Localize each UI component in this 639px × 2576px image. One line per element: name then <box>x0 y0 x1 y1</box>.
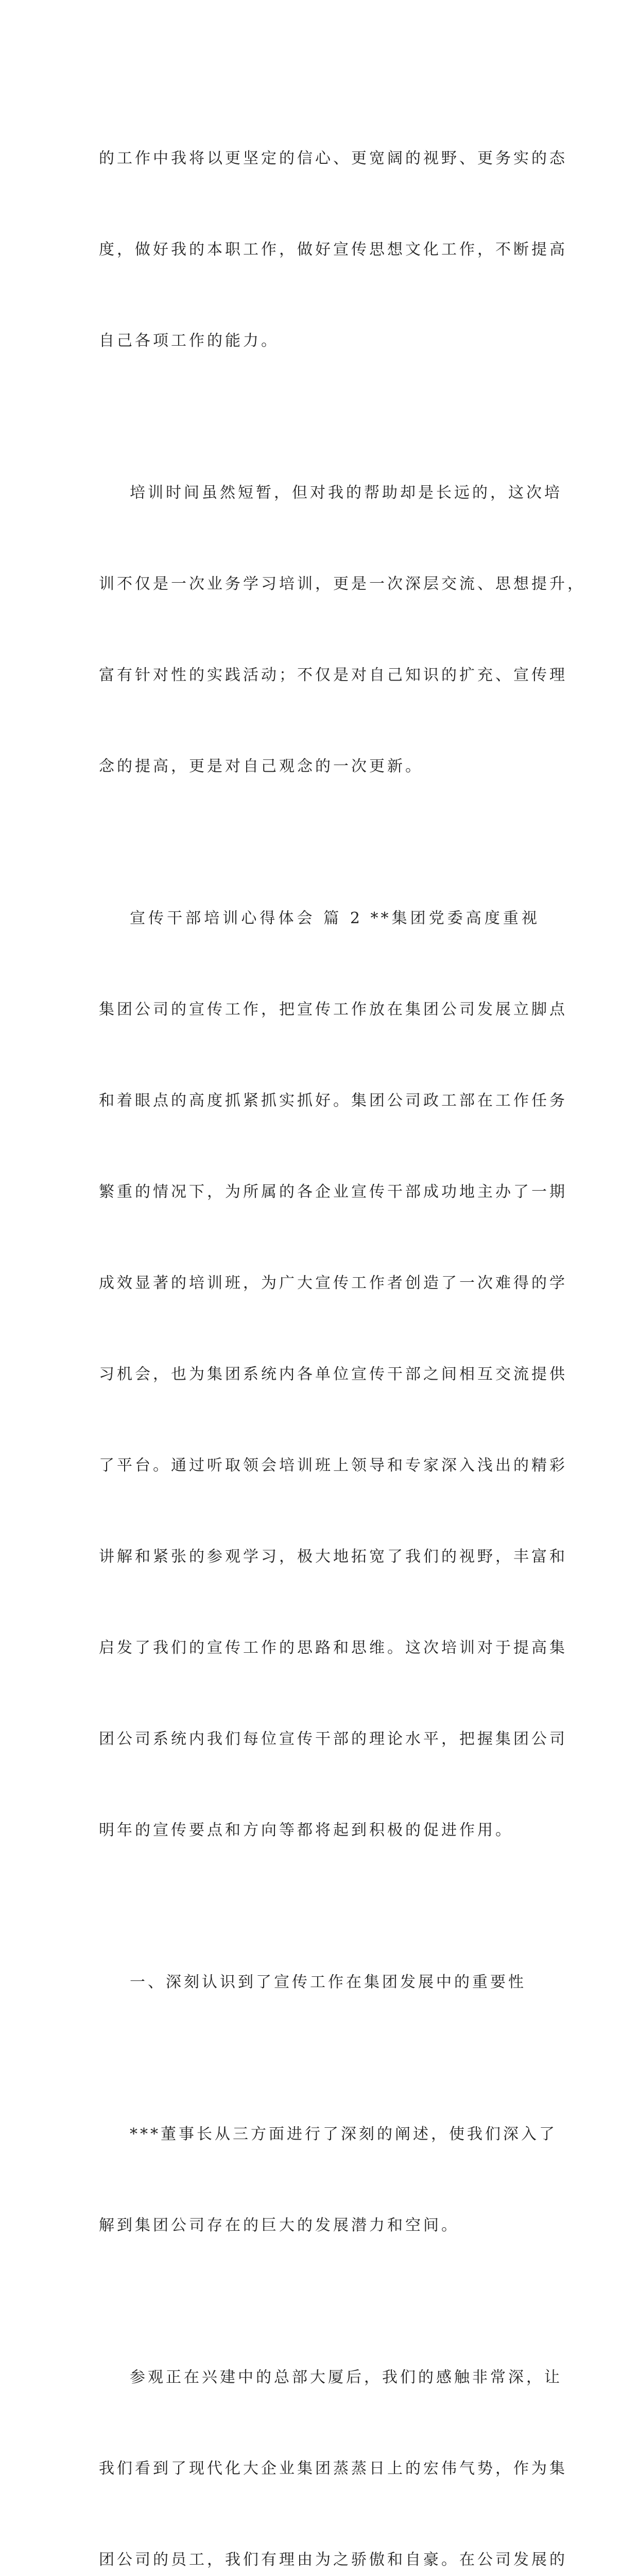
text-line: 度，做好我的本职工作，做好宣传思想文化工作，不断提高 <box>99 241 567 259</box>
text-line: 培训时间虽然短暂，但对我的帮助却是长远的，这次培 <box>130 484 562 502</box>
text-line: 集团公司的宣传工作，把宣传工作放在集团公司发展立脚点 <box>99 1001 567 1019</box>
text-line: 了平台。通过听取领会培训班上领导和专家深入浅出的精彩 <box>99 1456 567 1475</box>
subheading: 一、深刻认识到了宣传工作在集团发展中的重要性 <box>130 1973 526 1991</box>
document-body <box>99 82 585 2576</box>
paragraph-5 <box>99 2058 557 2301</box>
paragraph-1 <box>99 82 567 417</box>
text-line: 习机会，也为集团系统内各单位宣传干部之间相互交流提供 <box>99 1365 567 1383</box>
paragraph-3 <box>99 842 567 1906</box>
text-line: 启发了我们的宣传工作的思路和思维。这次培训对于提高集 <box>99 1639 567 1657</box>
text-line: 团公司系统内我们每位宣传干部的理论水平，把握集团公司 <box>99 1730 567 1748</box>
text-line: 明年的宣传要点和方向等都将起到积极的促进作用。 <box>99 1821 513 1839</box>
text-line: 解到集团公司存在的巨大的发展潜力和空间。 <box>99 2216 459 2234</box>
text-line: 团公司的员工，我们有理由为之骄傲和自豪。在公司发展的 <box>99 2551 567 2569</box>
paragraph-2 <box>99 417 585 842</box>
text-line: 的工作中我将以更坚定的信心、更宽阔的视野、更务实的态 <box>99 149 567 167</box>
text-line: 讲解和紧张的参观学习，极大地拓宽了我们的视野，丰富和 <box>99 1548 567 1566</box>
paragraph-4 <box>99 1906 540 2058</box>
text-line: 成效显著的培训班，为广大宣传工作者创造了一次难得的学 <box>99 1274 567 1292</box>
section-heading-line: 宣传干部培训心得体会 篇 2 **集团党委高度重视 <box>130 909 540 927</box>
text-line: 自己各项工作的能力。 <box>99 332 279 350</box>
text-line: ***董事长从三方面进行了深刻的阐述，使我们深入了 <box>130 2125 557 2143</box>
text-line: 念的提高，更是对自己观念的一次更新。 <box>99 757 423 775</box>
text-line: 训不仅是一次业务学习培训，更是一次深层交流、思想提升， <box>99 575 585 593</box>
text-line: 我们看到了现代化大企业集团蒸蒸日上的宏伟气势，作为集 <box>99 2460 567 2478</box>
text-line: 富有针对性的实践活动；不仅是对自己知识的扩充、宣传理 <box>99 666 567 684</box>
text-line: 繁重的情况下，为所属的各企业宣传干部成功地主办了一期 <box>99 1183 567 1201</box>
text-line: 和着眼点的高度抓紧抓实抓好。集团公司政工部在工作任务 <box>99 1092 567 1110</box>
paragraph-6 <box>99 2301 567 2576</box>
text-line: 参观正在兴建中的总部大厦后，我们的感触非常深，让 <box>130 2368 562 2386</box>
